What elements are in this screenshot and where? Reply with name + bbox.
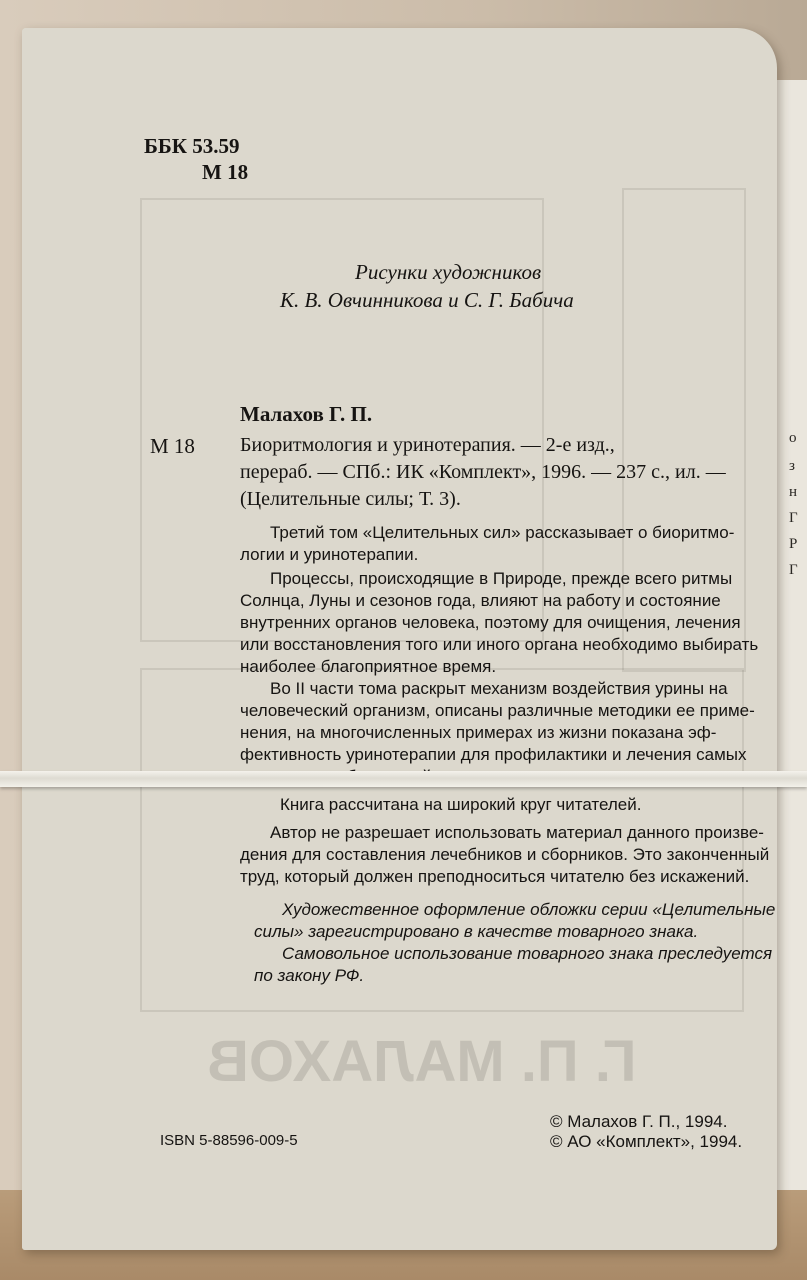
annotation-line: наиболее благоприятное время. [240, 657, 497, 676]
annotation-line: Во II части тома раскрыт механизм воздействия урины на [270, 679, 728, 698]
bbk-code: ББК 53.59 [144, 134, 240, 158]
copyright-author: © Малахов Г. П., 1994. [550, 1112, 728, 1131]
notice-line: дения для составления лечебников и сборников. Это законченный [240, 845, 770, 864]
annotation-line: Процессы, происходящие в Природе, прежде всего ритмы [270, 569, 733, 588]
show-through-title: Г. П. МАЛАХОВ [207, 1029, 637, 1094]
trademark-line: по закону РФ. [254, 966, 365, 985]
catalog-line: Биоритмология и уринотерапия. — 2-е изд., [240, 434, 615, 456]
book-page [22, 28, 777, 1250]
annotation-line: внутренних органов человека, поэтому для очищения, лечения [240, 613, 741, 632]
annotation-line: нения, на многочисленных примерах из жизни показана эф- [240, 723, 717, 742]
notice-line: Книга рассчитана на широкий круг читателей. [280, 795, 642, 814]
trademark-line: Самовольное использование товарного знака преследуется [282, 944, 773, 963]
catalog-mark: М 18 [150, 434, 195, 458]
isbn-number: ISBN 5-88596-009-5 [160, 1132, 298, 1149]
elastic-band [0, 771, 807, 787]
trademark-line: силы» зарегистрировано в качестве товарного знака. [254, 922, 699, 941]
annotation-line: логии и уринотерапии. [240, 545, 419, 564]
annotation-line: человеческий организм, описаны различные методики ее приме- [240, 701, 755, 720]
illustrators-line-2: К. В. Овчинникова и С. Г. Бабича [280, 288, 574, 312]
catalog-line: (Целительные силы; Т. 3). [240, 488, 461, 510]
copyright-publisher: © АО «Комплект», 1994. [550, 1132, 743, 1151]
annotation-line: Третий том «Целительных сил» рассказывает о биоритмо- [270, 523, 735, 542]
trademark-line: Художественное оформление обложки серии «Целительные [282, 900, 776, 919]
annotation-line: фективность уринотерапии для профилактики и лечения самых [240, 745, 747, 764]
adjacent-book-edge: о з н Г Р Г [770, 80, 807, 1190]
catalog-author: Малахов Г. П. [240, 402, 373, 426]
annotation-line: или восстановления того или иного органа необходимо выбирать [240, 635, 759, 654]
catalog-line: перераб. — СПб.: ИК «Комплект», 1996. — 237 с., ил. — [240, 461, 726, 483]
notice-line: труд, который должен преподноситься читателю без искажений. [240, 867, 750, 886]
illustrators-line-1: Рисунки художников [355, 260, 542, 284]
notice-line: Автор не разрешает использовать материал данного произве- [270, 823, 764, 842]
annotation-line: Солнца, Луны и сезонов года, влияют на работу и состояние [240, 591, 721, 610]
bbk-mark: М 18 [202, 160, 249, 184]
